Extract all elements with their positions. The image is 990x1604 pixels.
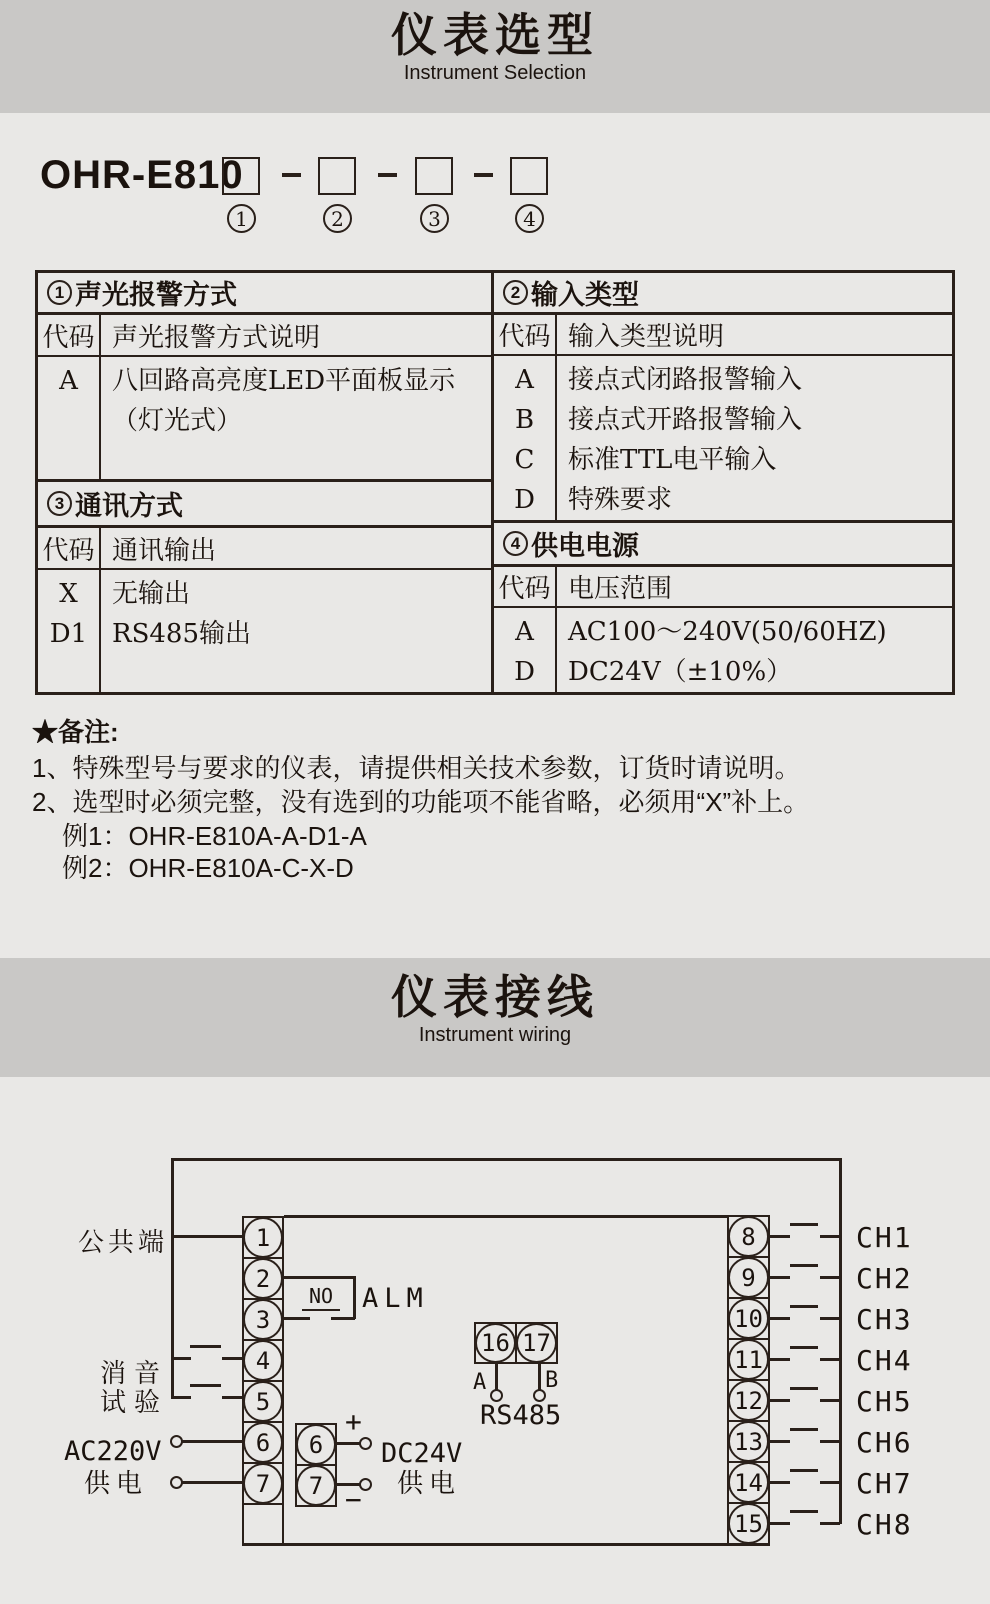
desc-cell: RS485输出 [112, 619, 252, 649]
rs485-a-label: A [473, 1370, 487, 1395]
common-terminal-label: 公共端 [78, 1227, 169, 1257]
model-prefix: OHR-E810 [40, 153, 244, 197]
dc-terminal-6: 6 [296, 1424, 336, 1465]
section2-headers: 代码 输入类型说明 [494, 315, 952, 356]
ac-wire [182, 1481, 242, 1484]
dc-wire [337, 1442, 360, 1445]
model-box-1 [222, 157, 260, 195]
channel-label: CH3 [856, 1303, 913, 1336]
selection-subtitle: Instrument Selection [403, 61, 587, 84]
ch6-switch-lead [820, 1440, 840, 1443]
position-marker-2: 2 [323, 204, 352, 233]
ch5-switch-lead [770, 1399, 790, 1402]
section3-headers: 代码 通讯输出 [38, 528, 491, 570]
dc-terminal-block [295, 1423, 337, 1507]
channel-label: CH8 [856, 1508, 913, 1541]
section2-marker: 2 [503, 280, 528, 305]
terminal-11: 11 [728, 1339, 769, 1380]
note-example: 例1：OHR-E810A-A-D1-A [62, 821, 367, 851]
ch7-switch-lead [770, 1481, 790, 1484]
ch8-switch-lead [770, 1522, 790, 1525]
model-box-2 [318, 157, 356, 195]
code-cell: D [514, 484, 535, 515]
ch1-switch-lead [770, 1235, 790, 1238]
section1-title: 1 声光报警方式 [38, 273, 491, 315]
alm-wire-bottom-left [284, 1317, 310, 1320]
section2-data [494, 356, 952, 520]
section4-data [494, 608, 952, 692]
right-terminal-block [727, 1215, 770, 1545]
ch1-switch-lead [820, 1235, 840, 1238]
position-marker-1: 1 [227, 204, 256, 233]
note-item: 1、特殊型号与要求的仪表，请提供相关技术参数，订货时请说明。 [32, 753, 801, 783]
body-top-edge [284, 1215, 727, 1218]
ch5-switch-bar [790, 1387, 818, 1390]
common-wire [172, 1235, 242, 1238]
ch6-switch-lead [770, 1440, 790, 1443]
table-right-column [491, 273, 952, 692]
bus-top-wire [171, 1158, 842, 1161]
section1-marker: 1 [47, 280, 72, 305]
mute-switch-lead [222, 1357, 242, 1360]
model-box-4 [510, 157, 548, 195]
dc-power-label2: 供电 [397, 1468, 462, 1498]
channel-label: CH2 [856, 1262, 913, 1295]
ch4-switch-lead [820, 1358, 840, 1361]
model-dash [474, 173, 493, 177]
section2-title: 2 输入类型 [494, 273, 952, 315]
desc-cell: 特殊要求 [568, 484, 673, 515]
dc-connection-dot [359, 1437, 372, 1450]
channel-label: CH6 [856, 1426, 913, 1459]
selection-table [35, 270, 955, 695]
code-cell: X [59, 579, 78, 609]
mute-switch-lead [172, 1357, 191, 1360]
code-cell: B [514, 404, 535, 435]
model-dash [282, 173, 301, 177]
alm-wire-right [353, 1276, 356, 1319]
note-example: 例2：OHR-E810A-C-X-D [62, 853, 354, 883]
ac-power-label: AC220V [64, 1436, 162, 1467]
ch4-switch-lead [770, 1358, 790, 1361]
ch3-switch-lead [820, 1317, 840, 1320]
ch2-switch-lead [770, 1276, 790, 1279]
desc-cell: DC24V（±10%） [568, 657, 793, 688]
ac-power-label2: 供电 [84, 1468, 149, 1498]
section1-data [38, 357, 491, 479]
terminal-13: 13 [728, 1421, 769, 1462]
rs485-wire-b [538, 1364, 541, 1391]
section3-data [38, 570, 491, 692]
rs485-label: RS485 [480, 1400, 562, 1431]
desc-cell: 八回路高亮度LED平面板显示 [112, 366, 456, 396]
selection-title: 仪表选型 [391, 9, 599, 61]
terminal-blank-cell [242, 1503, 284, 1545]
position-marker-4: 4 [515, 204, 544, 233]
model-box-3 [415, 157, 453, 195]
ch7-switch-bar [790, 1469, 818, 1472]
terminal-7: 7 [243, 1463, 283, 1504]
terminal-14: 14 [728, 1462, 769, 1503]
ch8-switch-lead [820, 1522, 840, 1525]
terminal-3: 3 [243, 1299, 283, 1340]
note-item: 2、选型时必须完整，没有选到的功能项不能省略，必须用“X”补上。 [32, 787, 810, 817]
selection-banner [0, 0, 990, 113]
alm-wire-bottom-right [331, 1317, 355, 1320]
dc-power-label: DC24V [381, 1438, 463, 1469]
ch7-switch-lead [820, 1481, 840, 1484]
ch8-switch-bar [790, 1510, 818, 1513]
section3-title: 3 通讯方式 [38, 479, 491, 528]
section1-headers: 代码 声光报警方式说明 [38, 315, 491, 357]
wiring-title: 仪表接线 [391, 971, 599, 1023]
section4-headers: 代码 电压范围 [494, 567, 952, 608]
ch3-switch-lead [770, 1317, 790, 1320]
test-switch-bar [190, 1384, 221, 1387]
channel-label: CH7 [856, 1467, 913, 1500]
bus-right-wire [839, 1158, 842, 1524]
terminal-2: 2 [243, 1258, 283, 1299]
test-switch-lead [222, 1396, 242, 1399]
rs485-terminal-block [474, 1322, 558, 1364]
alarm-output-label: ALM [362, 1283, 429, 1314]
section3-marker: 3 [47, 491, 72, 516]
wiring-subtitle: Instrument wiring [418, 1023, 572, 1046]
terminal-1: 1 [243, 1217, 283, 1258]
terminal-17: 17 [516, 1323, 557, 1363]
wiring-banner [0, 958, 990, 1077]
terminal-10: 10 [728, 1298, 769, 1339]
channel-label: CH5 [856, 1385, 913, 1418]
terminal-12: 12 [728, 1380, 769, 1421]
terminal-8: 8 [728, 1216, 769, 1257]
channel-label: CH1 [856, 1221, 913, 1254]
desc-cell: 无输出 [112, 579, 191, 609]
position-marker-3: 3 [420, 204, 449, 233]
notes-flag: ★备注: [32, 717, 119, 747]
test-switch-lead [172, 1396, 191, 1399]
no-contact-label: NO [302, 1284, 340, 1311]
left-terminal-block [242, 1216, 284, 1545]
dc-minus-label: − [345, 1483, 362, 1516]
code-cell: D1 [49, 619, 88, 649]
ch3-switch-bar [790, 1305, 818, 1308]
code-cell: D [514, 657, 535, 688]
desc-cell: 接点式开路报警输入 [568, 404, 803, 435]
desc-cell: （灯光式） [112, 406, 243, 436]
terminal-16: 16 [475, 1323, 516, 1363]
model-dash [378, 173, 397, 177]
ac-wire [182, 1440, 242, 1443]
ch1-switch-bar [790, 1223, 818, 1226]
dc-plus-label: + [345, 1405, 362, 1438]
code-cell: A [59, 366, 78, 396]
ch2-switch-lead [820, 1276, 840, 1279]
alm-wire-top [284, 1276, 355, 1279]
terminal-6: 6 [243, 1422, 283, 1463]
desc-cell: 接点式闭路报警输入 [568, 364, 803, 395]
ch2-switch-bar [790, 1264, 818, 1267]
rs485-b-label: B [545, 1368, 559, 1393]
ch5-switch-lead [820, 1399, 840, 1402]
terminal-9: 9 [728, 1257, 769, 1298]
code-cell: C [514, 444, 535, 475]
dc-terminal-7: 7 [296, 1465, 336, 1506]
desc-cell: AC100～240V(50/60HZ) [568, 617, 887, 648]
terminal-4: 4 [243, 1340, 283, 1381]
bus-left-wire [171, 1158, 174, 1399]
rs485-wire-a [495, 1364, 498, 1391]
mute-label: 消音 [100, 1358, 169, 1388]
code-cell: A [515, 617, 534, 648]
desc-cell: 标准TTL电平输入 [568, 444, 777, 475]
terminal-5: 5 [243, 1381, 283, 1422]
code-cell: A [515, 364, 534, 395]
section4-marker: 4 [503, 531, 528, 556]
test-label: 试验 [100, 1387, 169, 1417]
channel-label: CH4 [856, 1344, 913, 1377]
mute-switch-bar [190, 1345, 221, 1348]
table-left-column [38, 273, 491, 692]
terminal-15: 15 [728, 1503, 769, 1544]
section4-title: 4 供电电源 [494, 520, 952, 568]
ch6-switch-bar [790, 1428, 818, 1431]
ch4-switch-bar [790, 1346, 818, 1349]
body-bottom-edge [242, 1543, 770, 1546]
